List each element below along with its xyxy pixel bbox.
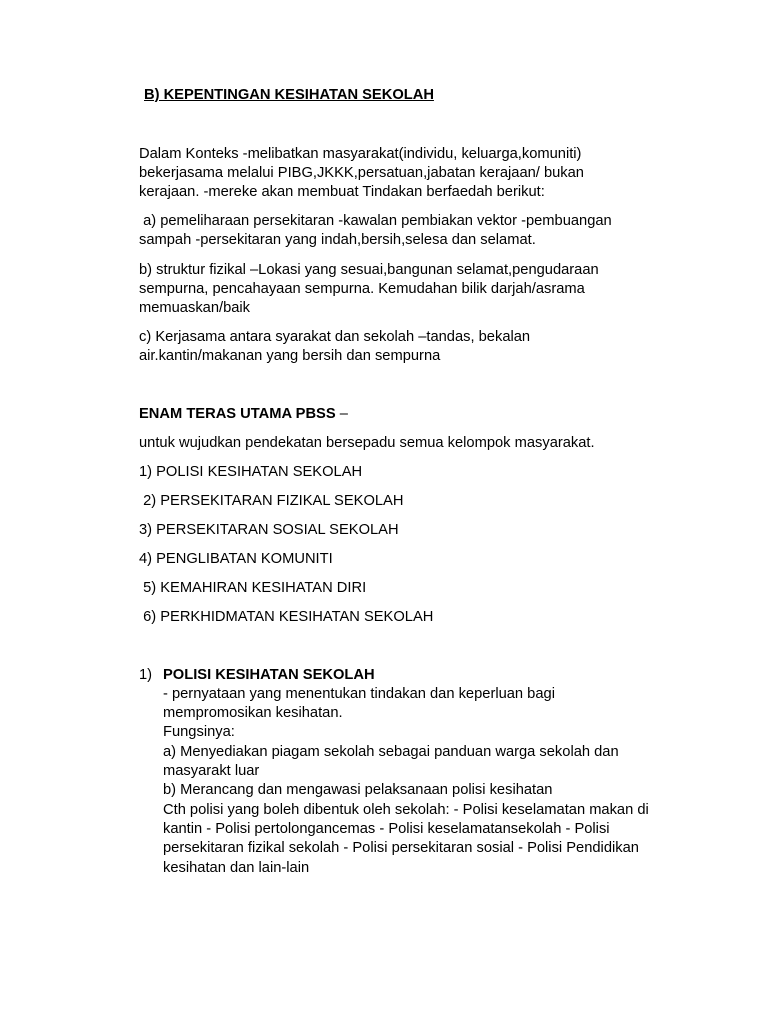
enam-teras-heading-dash: – — [335, 406, 348, 422]
section-b-title: B) KEPENTINGAN KESIHATAN SEKOLAH — [144, 87, 434, 103]
teras-item-4: 4) PENGLIBATAN KOMUNITI — [139, 551, 333, 567]
enam-teras-subtitle: untuk wujudkan pendekatan bersepadu semua kelompok masyarakat. — [139, 435, 595, 451]
intro-line: Dalam Konteks -melibatkan masyarakat(individu, keluarga,komuniti) — [139, 146, 582, 162]
polisi-line: a) Menyediakan piagam sekolah sebagai panduan warga sekolah dan — [163, 744, 619, 760]
intro-line: bekerjasama melalui PIBG,JKKK,persatuan,jabatan kerajaan/ bukan — [139, 165, 584, 181]
polisi-line: b) Merancang dan mengawasi pelaksanaan polisi kesihatan — [163, 782, 553, 798]
teras-item-3: 3) PERSEKITARAN SOSIAL SEKOLAH — [139, 522, 399, 538]
point-b-line: sempurna, pencahayaan sempurna. Kemudahan bilik darjah/asrama — [139, 281, 585, 297]
polisi-heading: POLISI KESIHATAN SEKOLAH — [163, 667, 375, 683]
point-c-line: air.kantin/makanan yang bersih dan sempurna — [139, 348, 441, 364]
polisi-line: Cth polisi yang boleh dibentuk oleh sekolah: - Polisi keselamatan makan di — [163, 802, 649, 818]
teras-item-5: 5) KEMAHIRAN KESIHATAN DIRI — [139, 580, 367, 596]
enam-teras-heading: ENAM TERAS UTAMA PBSS — [139, 406, 336, 422]
point-b-line: memuaskan/baik — [139, 300, 251, 316]
polisi-line: kesihatan dan lain-lain — [163, 860, 310, 876]
polisi-line: mempromosikan kesihatan. — [163, 705, 343, 721]
polisi-line: masyarakt luar — [163, 763, 260, 779]
intro-line: kerajaan. -mereke akan membuat Tindakan berfaedah berikut: — [139, 184, 545, 200]
teras-item-1: 1) POLISI KESIHATAN SEKOLAH — [139, 464, 363, 480]
point-a-line: sampah -persekitaran yang indah,bersih,selesa dan selamat. — [139, 232, 536, 248]
teras-item-6: 6) PERKHIDMATAN KESIHATAN SEKOLAH — [139, 609, 434, 625]
polisi-line: persekitaran fizikal sekolah - Polisi persekitaran sosial - Polisi Pendidikan — [163, 840, 639, 856]
polisi-number: 1) — [139, 667, 153, 683]
point-c-line: c) Kerjasama antara syarakat dan sekolah –tandas, bekalan — [139, 329, 531, 345]
enam-teras-heading-row — [139, 405, 348, 424]
point-a-line: a) pemeliharaan persekitaran -kawalan pembiakan vektor -pembuangan — [139, 213, 612, 229]
polisi-line: - pernyataan yang menentukan tindakan dan keperluan bagi — [163, 686, 555, 702]
polisi-line: kantin - Polisi pertolongancemas - Polisi keselamatansekolah - Polisi — [163, 821, 610, 837]
polisi-line: Fungsinya: — [163, 724, 235, 740]
teras-item-2: 2) PERSEKITARAN FIZIKAL SEKOLAH — [139, 493, 404, 509]
point-b-line: b) struktur fizikal –Lokasi yang sesuai,bangunan selamat,pengudaraan — [139, 262, 599, 278]
